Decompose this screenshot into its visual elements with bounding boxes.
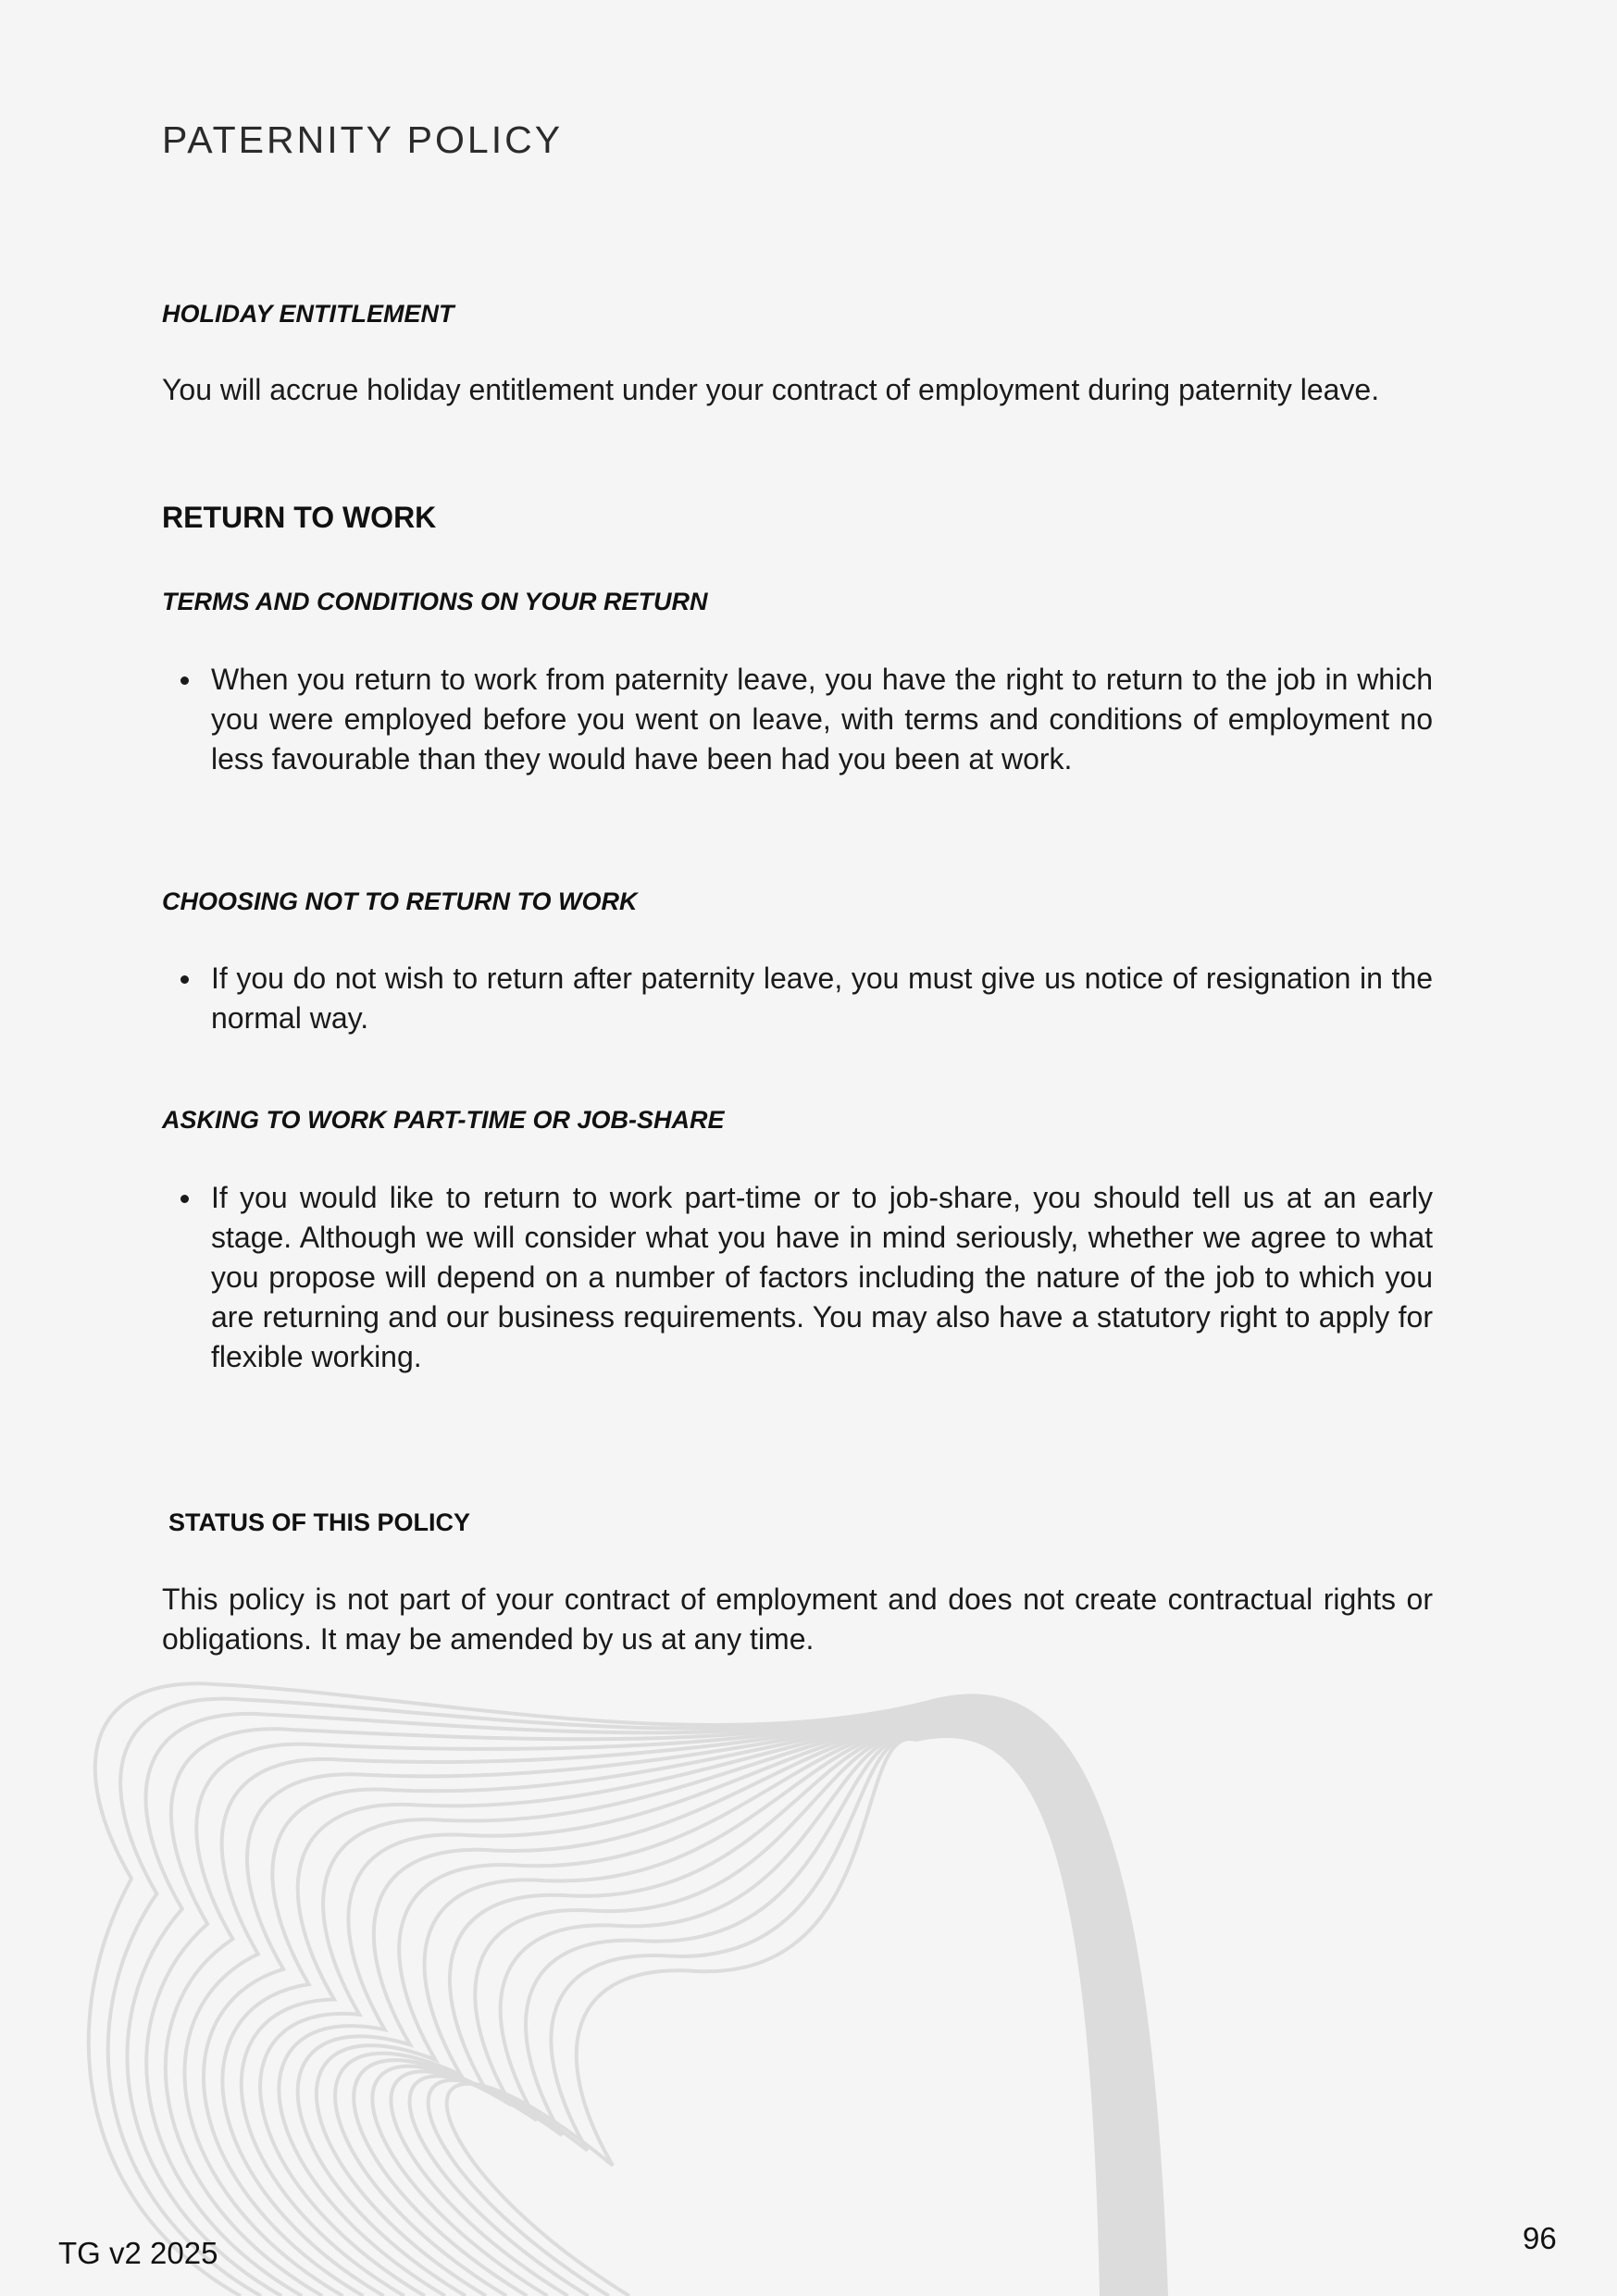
status-text: This policy is not part of your contract of employment and does not create contractual rights or obligations. It may be amended by us at any time. <box>162 1582 1433 1656</box>
wave-line <box>354 1726 1118 2296</box>
return-to-work-heading: RETURN TO WORK <box>162 501 437 534</box>
page-title: PATERNITY POLICY <box>162 118 564 161</box>
footer-version: TG v2 2025 <box>58 2236 218 2270</box>
wave-line <box>242 1713 1139 2296</box>
list-item-text: When you return to work from paternity leave, you have the right to return to the job in which you were employed before you went on leave, with terms and conditions of employment no less favourable than they would have been had you been at work. <box>211 663 1433 776</box>
bullet-icon <box>180 676 189 685</box>
wave-line <box>317 1721 1126 2296</box>
wave-line <box>204 1708 1146 2296</box>
bullet-icon <box>180 975 189 984</box>
wave-line <box>429 1734 1105 2296</box>
wave-line <box>108 1698 1163 2296</box>
page-number: 96 <box>1523 2221 1557 2255</box>
list-item <box>162 1178 1433 1377</box>
list-item <box>162 660 1433 779</box>
wave-line <box>391 1730 1112 2296</box>
bullet-icon <box>180 1195 189 1203</box>
wave-line <box>146 1702 1156 2296</box>
wave-line <box>410 1731 1109 2296</box>
holiday-entitlement-heading: HOLIDAY ENTITLEMENT <box>162 300 454 328</box>
status-heading: STATUS OF THIS POLICY <box>168 1508 471 1536</box>
terms-conditions-heading: TERMS AND CONDITIONS ON YOUR RETURN <box>162 588 708 615</box>
wave-line <box>89 1683 1166 2296</box>
wave-line <box>128 1700 1160 2296</box>
wave-line <box>298 1719 1129 2296</box>
not-returning-list <box>162 959 1433 1038</box>
wave-line <box>279 1717 1132 2296</box>
wave-line <box>260 1715 1136 2296</box>
terms-conditions-list <box>162 660 1433 779</box>
not-returning-heading: CHOOSING NOT TO RETURN TO WORK <box>162 887 638 915</box>
wave-line <box>184 1706 1149 2296</box>
list-item-text: If you do not wish to return after paternity leave, you must give us notice of resignation in the normal way. <box>211 962 1433 1035</box>
wave-line <box>372 1728 1114 2296</box>
wave-line <box>222 1710 1142 2296</box>
wave-line <box>166 1705 1152 2296</box>
holiday-entitlement-text: You will accrue holiday entitlement under your contract of employment during paternity leave. <box>162 373 1380 406</box>
list-item-text: If you would like to return to work part-time or to job-share, you should tell us at an early stage. Although we will consider what you have in mind seriously, whether we agree to what you propose will depend on a number of factors including the nature of the job to which you are returning and our business requirements. You may also have a statutory right to apply for flexible working. <box>211 1181 1433 1373</box>
list-item <box>162 959 1433 1038</box>
part-time-list <box>162 1178 1433 1377</box>
part-time-heading: ASKING TO WORK PART-TIME OR JOB-SHARE <box>162 1106 725 1134</box>
wave-line <box>335 1723 1122 2296</box>
wave-line <box>447 1736 1101 2296</box>
